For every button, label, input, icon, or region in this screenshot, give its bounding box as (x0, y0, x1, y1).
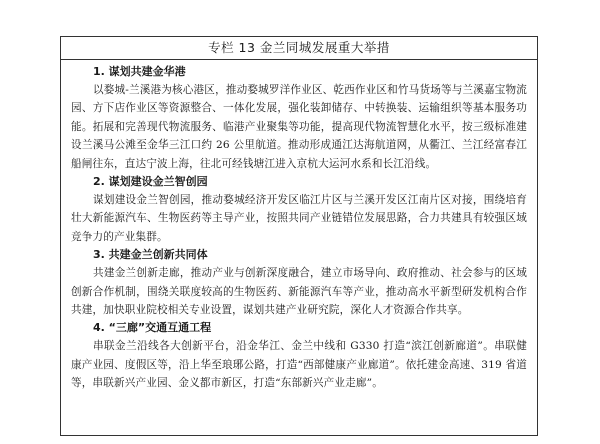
feature-box (60, 36, 538, 436)
section-heading-3: 3. 共建金兰创新共同体 (93, 248, 208, 262)
section-text-3: 共建金兰创新走廊，推动产业与创新深度融合，建立市场导向、政府推动、社会参与的区域创新合作机制，围绕关联度较高的生物医药、新能源汽车等产业，推动高水平新型研发机构合作共建，加快职业院校相关专业设置，谋划共建产业研究院，深化人才资源合作共享。 (71, 267, 527, 317)
section-text-2: 谋划建设金兰智创园，推动婺城经济开发区临江片区与兰溪开发区江南片区对接，围绕培育壮大新能源汽车、生物医药等主导产业，按照共同产业链错位发展思路，合力共建具有较强区域竞争力的产业集群。 (71, 194, 527, 243)
section-heading-2: 2. 谋划建设金兰智创园 (93, 175, 208, 189)
section-heading-4: 4. “三廊”交通互通工程 (93, 321, 212, 335)
box-title: 专栏 13 金兰同城发展重大举措 (61, 37, 537, 60)
section-text-4: 串联金兰沿线各大创新平台，沿金华江、金兰中线和 G330 打造“滨江创新廊道”。串联健康产业园、度假区等，沿上华至琅琊公路，打造“西部健康产业廊道”。依托建金高速、319 省道等，串联新兴产业园、金义都市新区，打造“东部新兴产业走廊”。 (71, 340, 527, 390)
box-content (61, 60, 537, 393)
section-text-1: 以婺城-兰溪港为核心港区，推动婺城罗洋作业区、乾西作业区和竹马货场等与兰溪嘉宝物流园、方下店作业区等资源整合、一体化发展，强化装卸储存、中转换装、运输组织等基本服务功能。拓展和完善现代物流服务、临港产业聚集等功能，提高现代物流智慧化水平，按三级标准建设兰溪马公滩至金华三江口约 26 公里航道。推动形成通江达海航道网，从衢江、兰江经富春江船闸往东，直达宁波上海，往北可经钱塘江进入京杭大运河水系和长江沿线。 (71, 84, 527, 170)
section-heading-1: 1. 谋划共建金华港 (93, 65, 186, 78)
